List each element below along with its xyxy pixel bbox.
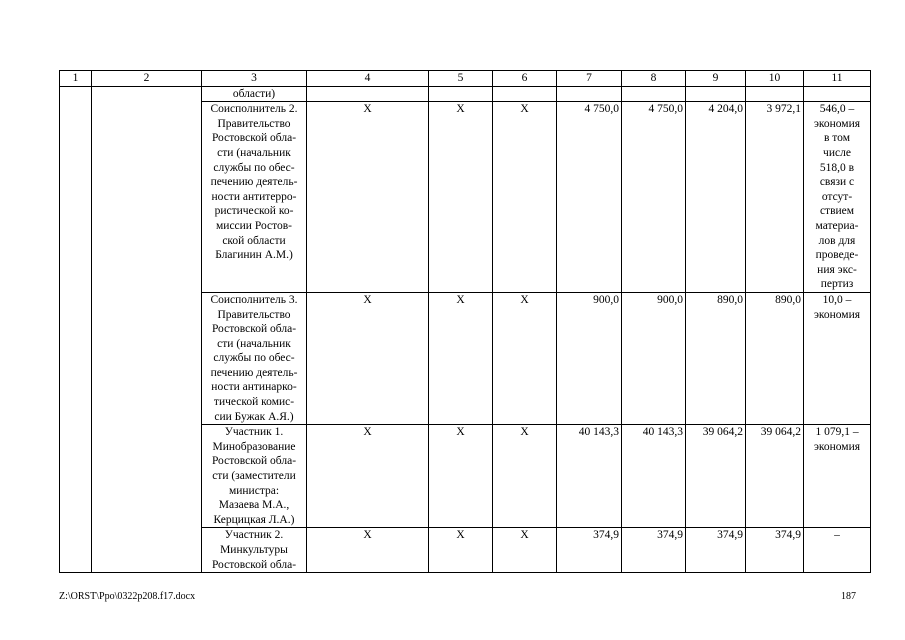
empty-cell bbox=[804, 86, 871, 102]
cell-line: печению деятель- bbox=[210, 366, 298, 379]
cell-line: проведе- bbox=[815, 249, 859, 262]
amount-cell: 3 972,1 bbox=[746, 102, 804, 293]
cell-line: Ростовской обла- bbox=[211, 323, 297, 336]
cell-line: отсут- bbox=[821, 190, 853, 203]
cell-line: в том bbox=[824, 132, 850, 145]
amount-cell: 374,9 bbox=[746, 528, 804, 573]
cell-line: Минобразование bbox=[212, 440, 296, 453]
mark-cell: X bbox=[429, 425, 493, 528]
continued-col3: области) bbox=[202, 86, 307, 102]
cell-line: Ростовской обла- bbox=[211, 132, 297, 145]
note-cell bbox=[804, 425, 871, 528]
merged-col1 bbox=[60, 86, 92, 573]
note-cell bbox=[804, 102, 871, 293]
empty-cell bbox=[429, 86, 493, 102]
cell-line: – bbox=[834, 529, 840, 542]
cell-line: ности антинарко- bbox=[211, 381, 297, 394]
cell-line: Соисполнитель 2. bbox=[210, 103, 298, 116]
amount-cell: 374,9 bbox=[557, 528, 622, 573]
empty-cell bbox=[307, 86, 429, 102]
col-header-9: 9 bbox=[686, 71, 746, 87]
cell-line: Участник 1. bbox=[224, 426, 284, 439]
mark-cell: X bbox=[429, 292, 493, 424]
cell-line: ствием bbox=[819, 205, 855, 218]
cell-line: ности антитерро- bbox=[211, 190, 297, 203]
col-header-1: 1 bbox=[60, 71, 92, 87]
col-header-3: 3 bbox=[202, 71, 307, 87]
mark-cell: X bbox=[493, 425, 557, 528]
cell-line: Керцицкая Л.А.) bbox=[213, 513, 295, 526]
col-header-11: 11 bbox=[804, 71, 871, 87]
cell-line: сии Бужак А.Я.) bbox=[214, 410, 294, 423]
cell-line: Правительство bbox=[217, 117, 291, 130]
cell-line: сти (начальник bbox=[217, 337, 291, 350]
amount-cell: 40 143,3 bbox=[622, 425, 686, 528]
mark-cell: X bbox=[307, 425, 429, 528]
executor-cell bbox=[202, 425, 307, 528]
col-header-6: 6 bbox=[493, 71, 557, 87]
cell-line: ния экс- bbox=[817, 263, 857, 276]
footer-path: Z:\ORST\Ppo\0322p208.f17.docx bbox=[59, 591, 196, 602]
empty-cell bbox=[746, 86, 804, 102]
cell-line: 546,0 – bbox=[819, 103, 855, 116]
cell-line: лов для bbox=[818, 234, 856, 247]
continued-row bbox=[60, 86, 871, 102]
amount-cell: 39 064,2 bbox=[686, 425, 746, 528]
amount-cell: 4 750,0 bbox=[622, 102, 686, 293]
amount-cell: 900,0 bbox=[622, 292, 686, 424]
header-row bbox=[60, 71, 871, 87]
amount-cell: 890,0 bbox=[746, 292, 804, 424]
cell-line: числе bbox=[823, 146, 851, 159]
cell-line: 1 079,1 – bbox=[815, 426, 859, 439]
mark-cell: X bbox=[307, 292, 429, 424]
cell-line: экономия bbox=[813, 308, 861, 321]
cell-line: Ростовской обла- bbox=[211, 558, 297, 571]
footer-page-number: 187 bbox=[841, 591, 856, 602]
cell-line: ристической ко- bbox=[214, 205, 294, 218]
amount-cell: 374,9 bbox=[686, 528, 746, 573]
cell-line: связи с bbox=[819, 176, 855, 189]
cell-line: экономия bbox=[813, 117, 861, 130]
cell-line: пертиз bbox=[820, 278, 854, 291]
amount-cell: 40 143,3 bbox=[557, 425, 622, 528]
executor-cell bbox=[202, 292, 307, 424]
amount-cell: 39 064,2 bbox=[746, 425, 804, 528]
col-header-7: 7 bbox=[557, 71, 622, 87]
cell-line: 10,0 – bbox=[822, 293, 852, 306]
mark-cell: X bbox=[307, 528, 429, 573]
col-header-4: 4 bbox=[307, 71, 429, 87]
empty-cell bbox=[686, 86, 746, 102]
cell-line: Благинин А.М.) bbox=[215, 249, 293, 262]
col-header-5: 5 bbox=[429, 71, 493, 87]
cell-line: 518,0 в bbox=[819, 161, 855, 174]
cell-line: экономия bbox=[813, 440, 861, 453]
amount-cell: 374,9 bbox=[622, 528, 686, 573]
cell-line: печению деятель- bbox=[210, 176, 298, 189]
cell-line: ской области bbox=[222, 234, 286, 247]
cell-line: Участник 2. bbox=[224, 529, 284, 542]
amount-cell: 890,0 bbox=[686, 292, 746, 424]
mark-cell: X bbox=[307, 102, 429, 293]
note-cell bbox=[804, 292, 871, 424]
executor-cell bbox=[202, 102, 307, 293]
cell-line: Соисполнитель 3. bbox=[210, 293, 298, 306]
note-cell bbox=[804, 528, 871, 573]
mark-cell: X bbox=[493, 102, 557, 293]
mark-cell: X bbox=[429, 102, 493, 293]
cell-line: миссии Ростов- bbox=[216, 219, 292, 232]
cell-line: Мазаева М.А., bbox=[218, 499, 290, 512]
merged-col2 bbox=[92, 86, 202, 573]
cell-line: Ростовской обла- bbox=[211, 455, 297, 468]
amount-cell: 4 750,0 bbox=[557, 102, 622, 293]
col-header-8: 8 bbox=[622, 71, 686, 87]
amount-cell: 4 204,0 bbox=[686, 102, 746, 293]
cell-line: материа- bbox=[815, 219, 859, 232]
amount-cell: 900,0 bbox=[557, 292, 622, 424]
mark-cell: X bbox=[429, 528, 493, 573]
budget-table bbox=[59, 70, 871, 573]
cell-line: Правительство bbox=[217, 308, 291, 321]
cell-line: министра: bbox=[228, 484, 280, 497]
mark-cell: X bbox=[493, 528, 557, 573]
empty-cell bbox=[493, 86, 557, 102]
mark-cell: X bbox=[493, 292, 557, 424]
cell-line: сти (заместители bbox=[212, 470, 296, 483]
cell-line: тической комис- bbox=[213, 396, 295, 409]
empty-cell bbox=[622, 86, 686, 102]
empty-cell bbox=[557, 86, 622, 102]
cell-line: службы по обес- bbox=[213, 352, 295, 365]
cell-line: Минкультуры bbox=[220, 544, 288, 556]
cell-line: службы по обес- bbox=[213, 161, 295, 174]
executor-cell bbox=[202, 528, 307, 573]
col-header-10: 10 bbox=[746, 71, 804, 87]
cell-line: сти (начальник bbox=[217, 146, 291, 159]
col-header-2: 2 bbox=[92, 71, 202, 87]
